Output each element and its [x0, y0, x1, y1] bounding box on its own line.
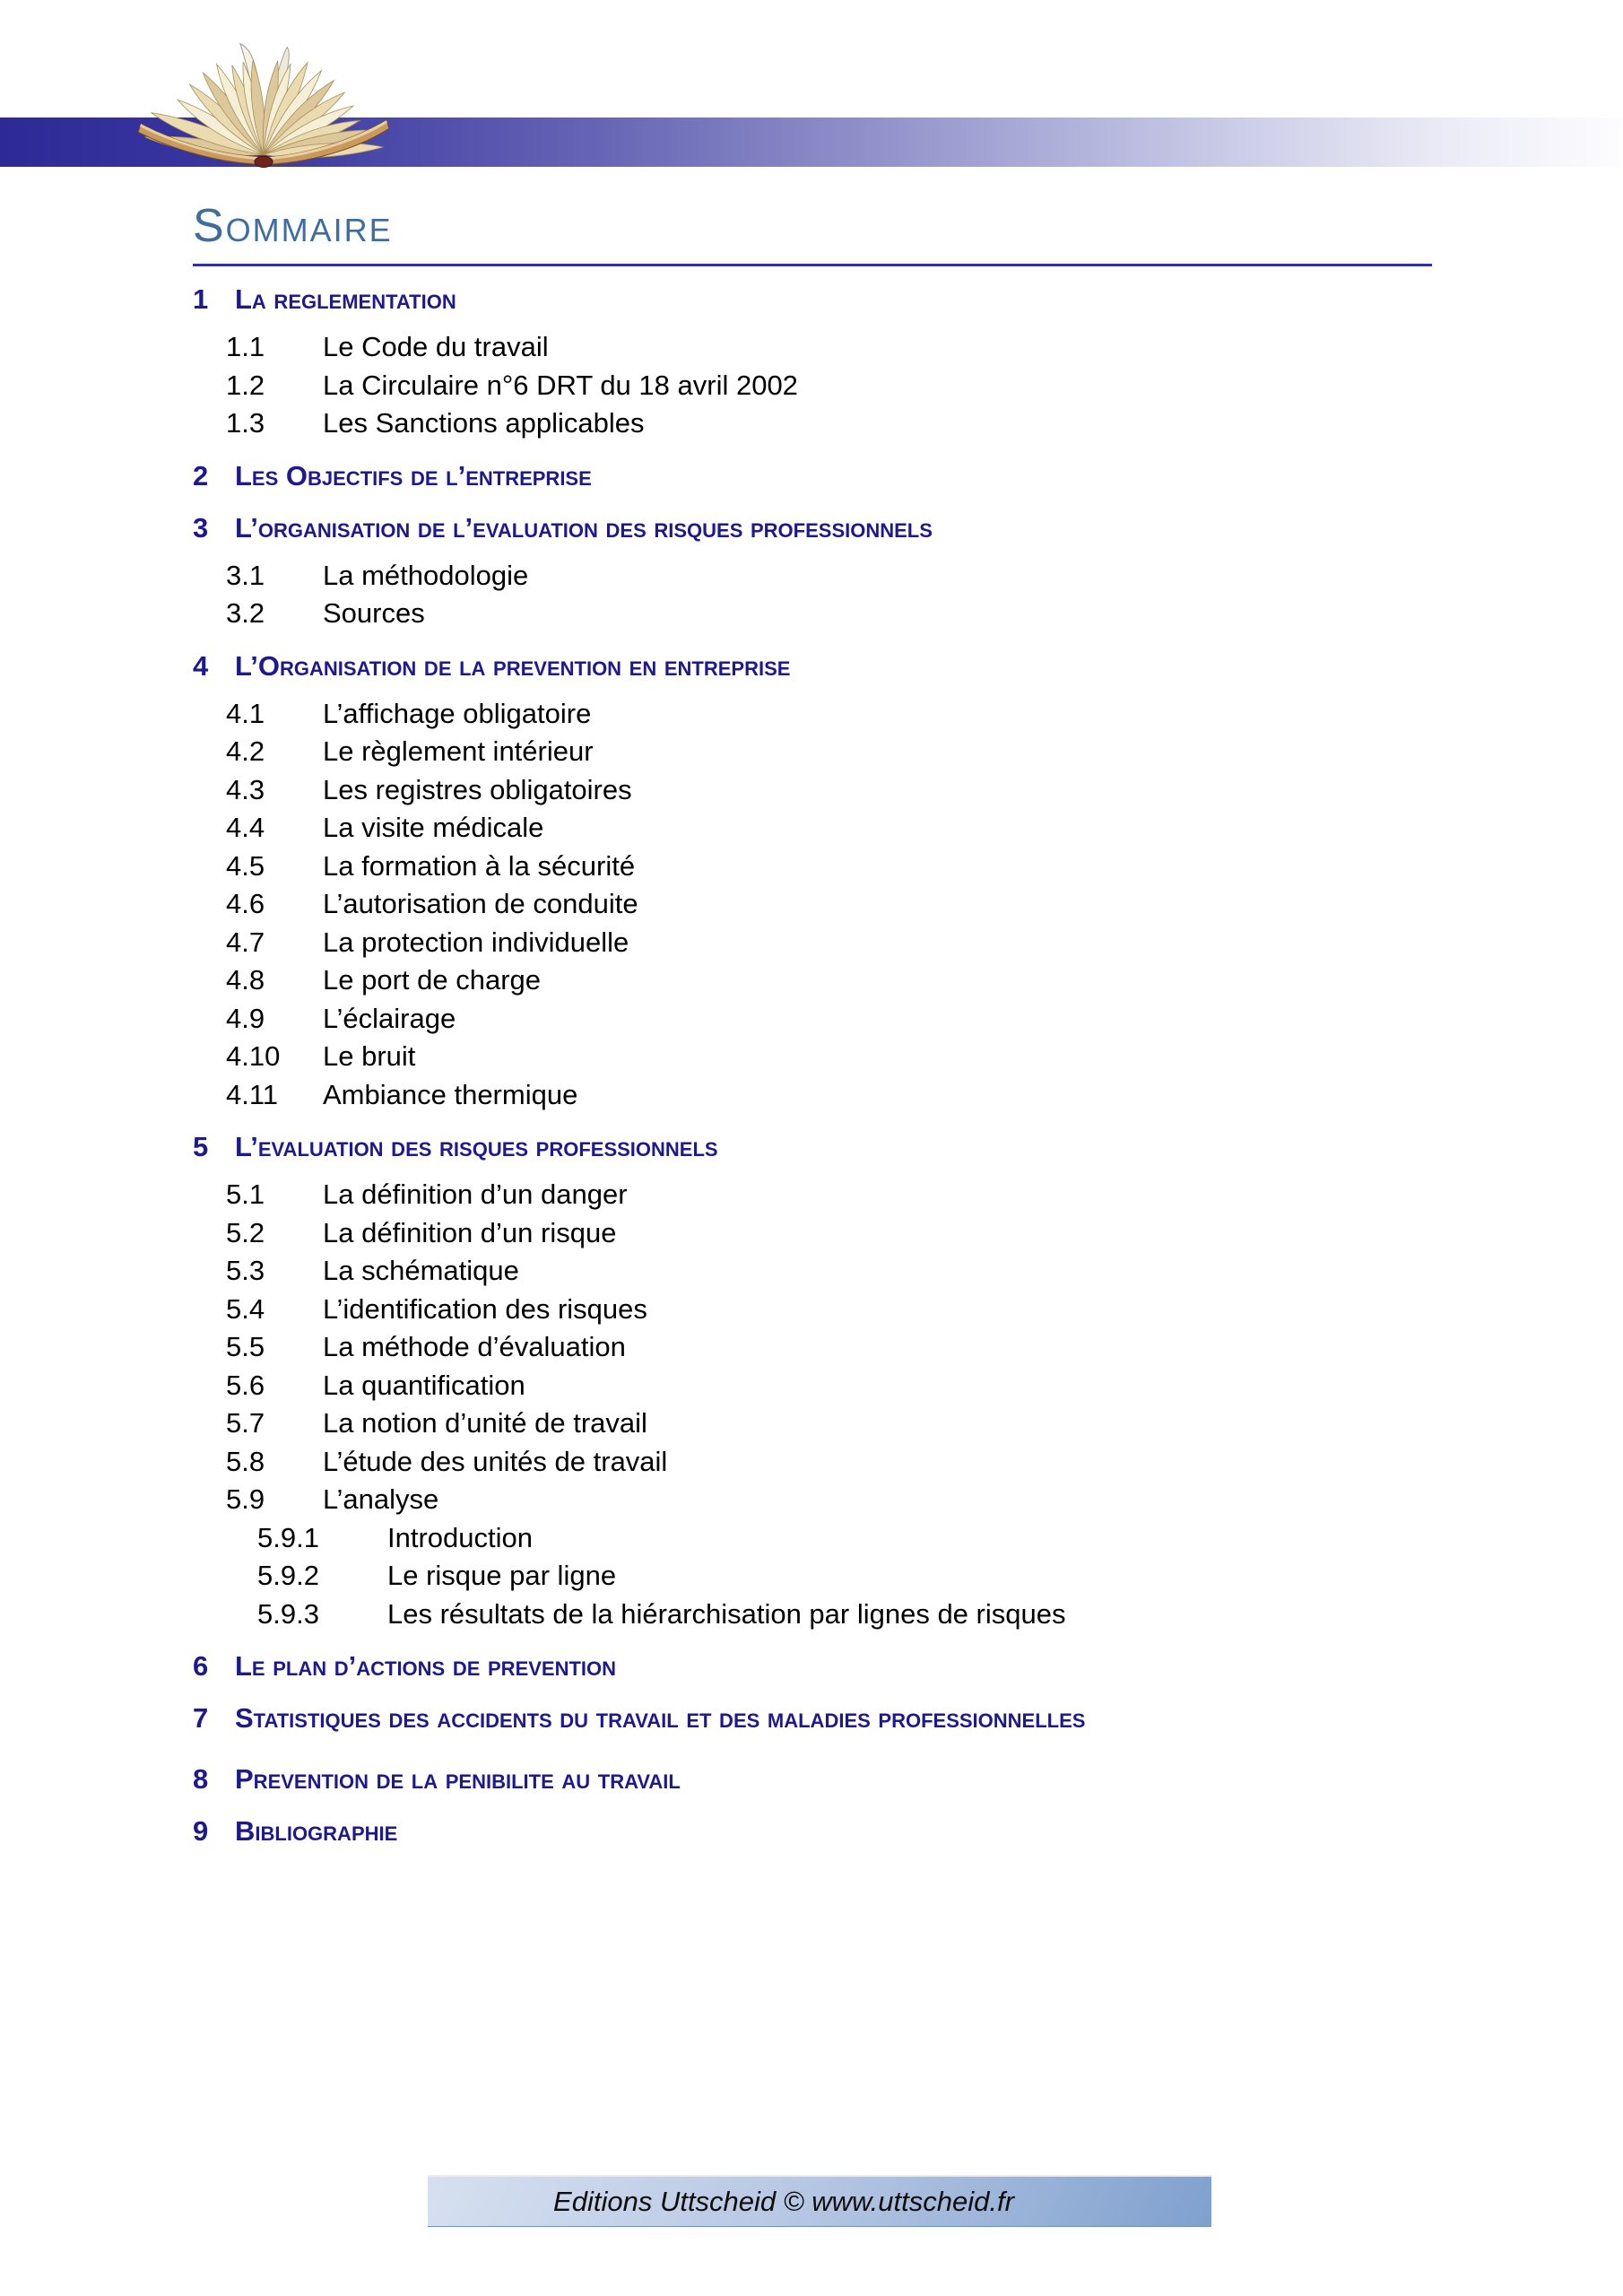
toc-section [193, 457, 1432, 495]
item-label: La méthodologie [323, 559, 529, 591]
section-heading [193, 281, 1432, 318]
item-label: La notion d’unité de travail [323, 1407, 647, 1439]
section-heading [193, 457, 1432, 495]
section-number: 3 [193, 511, 209, 544]
item-number: 4.10 [226, 1040, 281, 1072]
toc-section [193, 1813, 1432, 1850]
toc-item [193, 1519, 1432, 1558]
section-number: 4 [193, 649, 209, 682]
item-label: L’affichage obligatoire [323, 697, 592, 729]
toc-item [193, 924, 1432, 962]
section-title: Bibliographie [235, 1815, 398, 1847]
toc-item [193, 1252, 1432, 1291]
toc-section [193, 1700, 1432, 1746]
item-number: 1.3 [226, 407, 265, 439]
item-label: Le risque par ligne [387, 1560, 617, 1591]
toc-item [193, 1214, 1432, 1253]
toc-item [193, 1076, 1432, 1115]
item-number: 5.9.1 [257, 1521, 319, 1553]
section-heading [193, 1700, 1432, 1746]
section-title: L’evaluation des risques professionnels [235, 1131, 718, 1162]
toc-item [193, 1443, 1432, 1482]
section-number: 1 [193, 283, 209, 315]
section-title: La reglementation [235, 283, 456, 315]
item-number: 4.1 [226, 697, 265, 729]
section-heading [193, 648, 1432, 685]
item-label: La visite médicale [323, 812, 544, 843]
toc-item [193, 1038, 1432, 1076]
item-number: 5.3 [226, 1255, 265, 1286]
item-label: La formation à la sécurité [323, 849, 636, 882]
item-label: La définition d’un risque [323, 1216, 617, 1248]
toc-item [193, 1405, 1432, 1443]
toc-section [193, 1128, 1432, 1633]
section-title: Le plan d’actions de prevention [235, 1650, 617, 1682]
item-number: 5.1 [226, 1178, 265, 1210]
item-number: 4.6 [226, 888, 265, 919]
item-number: 3.2 [226, 597, 265, 629]
item-number: 5.5 [226, 1331, 265, 1362]
item-label: La schématique [323, 1255, 519, 1286]
item-label: Le règlement intérieur [323, 735, 594, 767]
section-title: Les Objectifs de l’entreprise [235, 459, 592, 491]
toc-item [193, 1328, 1432, 1367]
toc-item [193, 885, 1432, 924]
item-number: 4.2 [226, 735, 265, 767]
item-label: L’éclairage [323, 1002, 456, 1034]
item-number: 5.8 [226, 1445, 265, 1477]
item-label: La quantification [323, 1369, 525, 1401]
section-heading [193, 1761, 1432, 1798]
section-items [193, 695, 1432, 1115]
item-number: 4.7 [226, 926, 265, 958]
section-heading [193, 1813, 1432, 1850]
toc-section [193, 1648, 1432, 1685]
open-book-icon [128, 36, 399, 172]
section-number: 9 [193, 1815, 209, 1847]
toc-section [193, 281, 1432, 443]
toc-item [193, 557, 1432, 596]
footer-text: Editions Uttscheid © www.uttscheid.fr [553, 2185, 1014, 2217]
item-label: L’identification des risques [323, 1292, 647, 1325]
item-number: 4.3 [226, 773, 265, 805]
toc-item [193, 328, 1432, 367]
item-number: 5.7 [226, 1407, 265, 1439]
toc-item [193, 733, 1432, 771]
item-label: Le port de charge [323, 964, 542, 996]
item-number: 4.9 [226, 1002, 265, 1034]
item-number: 4.5 [226, 849, 265, 882]
section-number: 7 [193, 1702, 209, 1734]
toc-section [193, 1761, 1432, 1798]
section-number: 6 [193, 1650, 209, 1682]
toc-item [193, 848, 1432, 886]
section-heading [193, 1128, 1432, 1166]
item-label: Le bruit [323, 1040, 416, 1072]
item-number: 5.6 [226, 1369, 265, 1401]
section-number: 2 [193, 459, 209, 491]
item-label: L’analyse [323, 1483, 439, 1515]
toc-item [193, 367, 1432, 405]
section-items [193, 557, 1432, 633]
item-number: 5.9 [226, 1483, 265, 1515]
item-number: 4.4 [226, 812, 265, 843]
item-number: 1.2 [226, 369, 265, 401]
item-label: Introduction [387, 1521, 533, 1553]
item-label: La définition d’un danger [323, 1178, 628, 1210]
toc-item [193, 1291, 1432, 1329]
section-items [193, 1176, 1432, 1633]
item-label: L’étude des unités de travail [323, 1445, 668, 1477]
item-label: Sources [323, 597, 425, 629]
item-label: Les Sanctions applicables [323, 407, 645, 439]
item-label: Les registres obligatoires [323, 773, 632, 805]
toc-item [193, 1557, 1432, 1596]
toc-content [193, 199, 1432, 1860]
item-label: L’autorisation de conduite [323, 888, 638, 919]
section-number: 5 [193, 1131, 209, 1162]
toc-item [193, 1596, 1432, 1634]
toc-item [193, 1481, 1432, 1519]
toc-item [193, 1367, 1432, 1405]
section-number: 8 [193, 1763, 209, 1795]
toc-item [193, 961, 1432, 1000]
item-number: 4.11 [226, 1078, 279, 1110]
section-heading [193, 509, 1432, 547]
item-label: Les résultats de la hiérarchisation par lignes de risques [387, 1597, 1066, 1630]
item-label: La méthode d’évaluation [323, 1331, 626, 1362]
toc-item [193, 1176, 1432, 1214]
section-title: L’Organisation de la prevention en entreprise [235, 649, 791, 682]
item-number: 3.1 [226, 559, 265, 591]
toc-item [193, 595, 1432, 633]
toc-item [193, 809, 1432, 848]
item-number: 5.9.3 [257, 1597, 319, 1630]
toc-item [193, 771, 1432, 810]
item-number: 5.2 [226, 1216, 265, 1248]
section-title: L’organisation de l’evaluation des risques professionnels [235, 511, 933, 544]
table-of-contents [193, 281, 1432, 1850]
item-number: 5.9.2 [257, 1560, 319, 1591]
section-title: Statistiques des accidents du travail et des maladies professionnelles [235, 1702, 1086, 1734]
toc-item [193, 404, 1432, 443]
item-label: La Circulaire n°6 DRT du 18 avril 2002 [323, 369, 798, 401]
item-label: Le Code du travail [323, 331, 549, 362]
section-title: Prevention de la penibilite au travail [235, 1763, 681, 1795]
item-label: Ambiance thermique [323, 1078, 578, 1110]
toc-section [193, 509, 1432, 633]
toc-section [193, 648, 1432, 1115]
toc-item [193, 695, 1432, 734]
title-divider [193, 264, 1432, 266]
item-number: 5.4 [226, 1292, 265, 1325]
footer-banner [428, 2175, 1211, 2227]
page-title: Sommaire [193, 200, 393, 252]
section-items [193, 328, 1432, 443]
item-number: 1.1 [226, 331, 265, 362]
toc-item [193, 1000, 1432, 1039]
section-heading [193, 1648, 1432, 1685]
item-number: 4.8 [226, 964, 265, 996]
item-label: La protection individuelle [323, 926, 629, 958]
